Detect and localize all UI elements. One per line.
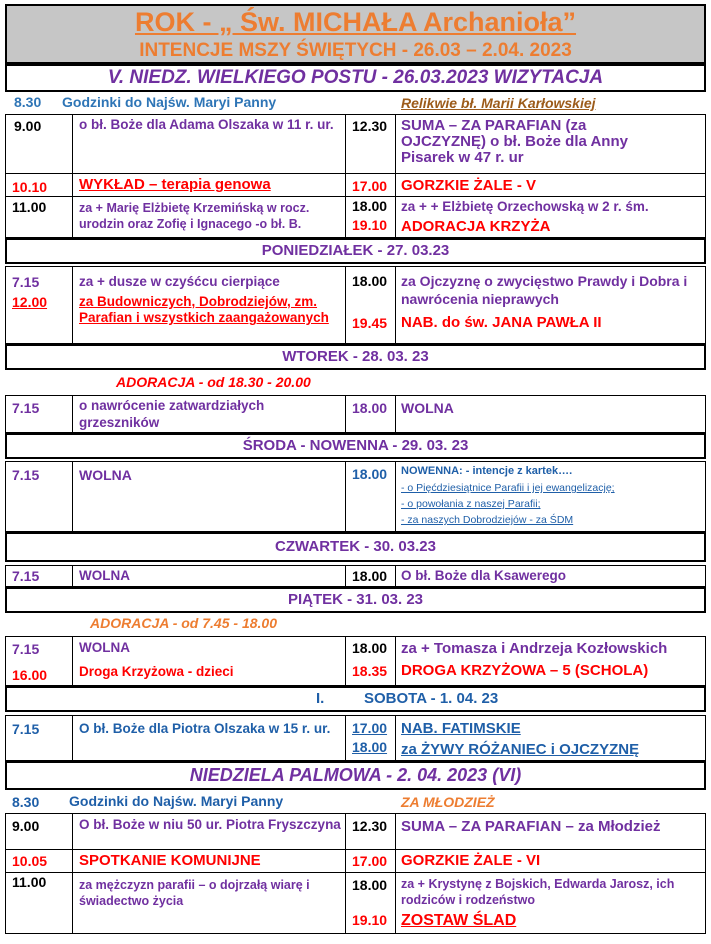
sunday1-1100-text: za + Marię Elżbietę Krzemińską w rocz. urodzin oraz Zofię i Ignacego -o bł. B.: [79, 201, 310, 231]
sunday1-1700-time: 17.00: [352, 178, 388, 194]
sunday1-900-text: o bł. Boże dla Adama Olszaka w 11 r. ur.: [79, 117, 334, 132]
thursday-1800-text: O bł. Boże dla Ksawerego: [401, 568, 567, 583]
sunday2-1700-time: 17.00: [352, 853, 388, 869]
thursday-title: CZWARTEK - 30. 03.23: [275, 538, 436, 555]
saturday-715-time: 7.15: [12, 721, 40, 737]
saturday-1700-text: NAB. FATIMSKIE: [401, 720, 521, 737]
friday-title: PIĄTEK - 31. 03. 23: [287, 591, 424, 608]
tuesday-adoration-note: ADORACJA - od 18.30 - 20.00: [116, 374, 311, 390]
sunday2-900-time: 9.00: [12, 818, 40, 834]
sunday1-1800-text: za + + Elżbietę Orzechowską w 2 r. śm.: [401, 199, 649, 214]
sunday1-title: V. NIEDZ. WIELKIEGO POSTU - 26.03.2023 WIZYTACJA: [107, 67, 604, 88]
monday-715-text: za + dusze w czyśćcu cierpiące: [79, 274, 280, 289]
sunday1-relics: Relikwie bł. Marii Karłowskiej: [401, 95, 596, 111]
sunday2-1005-text: SPOTKANIE KOMUNIJNE: [79, 852, 261, 869]
friday-715-time: 7.15: [12, 641, 40, 657]
sunday1-1700-text: GORZKIE ŻALE - V: [401, 177, 536, 194]
thursday-1800-time: 18.00: [352, 568, 388, 584]
tuesday-title: WTOREK - 28. 03. 23: [282, 348, 429, 365]
monday-1800-text: za Ojczyznę o zwycięstwo Prawdy i Dobra i nawrócenia nieprawych: [401, 273, 688, 307]
sunday1-1800-time: 18.00: [352, 198, 388, 214]
thursday-715-time: 7.15: [12, 568, 40, 584]
sunday2-1800-time: 18.00: [352, 877, 388, 893]
sunday1-1910-text: ADORACJA KRZYŻA: [401, 218, 551, 235]
sunday2-title: NIEDZIELA PALMOWA - 2. 04. 2023 (VI): [189, 765, 522, 785]
sunday1-900-time: 9.00: [14, 118, 42, 134]
tuesday-715-text: o nawrócenie zatwardziałych grzeszników: [79, 398, 265, 430]
sunday1-1230-time: 12.30: [352, 118, 388, 134]
sunday2-830-time: 8.30: [12, 794, 40, 810]
friday-715-text: WOLNA: [79, 640, 130, 655]
sunday1-1010-time: 10.10: [12, 179, 48, 195]
sunday1-830-text: Godzinki do Najśw. Maryi Panny: [62, 94, 277, 110]
friday-1800-time: 18.00: [352, 640, 388, 656]
sunday2-youth: ZA MŁODZIEŻ: [401, 794, 495, 810]
wednesday-title: ŚRODA - NOWENNA - 29. 03. 23: [242, 437, 469, 454]
wednesday-1800-time: 18.00: [352, 466, 388, 482]
sunday2-1005-time: 10.05: [12, 853, 48, 869]
sunday2-830-text: Godzinki do Najśw. Maryi Panny: [69, 793, 284, 809]
sunday2-1100-time: 11.00: [12, 874, 47, 890]
monday-1200-time: 12.00: [12, 294, 48, 310]
saturday-1700-time: 17.00: [352, 720, 388, 736]
friday-1835-time: 18.35: [352, 663, 388, 679]
sunday1-1910-time: 19.10: [352, 217, 388, 233]
tuesday-1800-text: WOLNA: [401, 400, 454, 416]
wednesday-novena-item-1: - o Pięćdziesiątnice Parafii i jej ewangelizację;: [401, 482, 615, 494]
tuesday-1800-time: 18.00: [352, 400, 388, 416]
monday-1800-time: 18.00: [352, 273, 388, 289]
wednesday-novena-item-3: - za naszych Dobrodziejów - za ŚDM: [401, 514, 574, 526]
friday-1600-time: 16.00: [12, 667, 48, 683]
saturday-title: SOBOTA - 1. 04. 23: [364, 690, 499, 707]
sunday2-1700-text: GORZKIE ŻALE - VI: [401, 852, 541, 869]
monday-title: PONIEDZIAŁEK - 27. 03.23: [261, 242, 450, 259]
sunday2-1910-text: ZOSTAW ŚLAD: [401, 912, 517, 929]
monday-1945-time: 19.45: [352, 315, 388, 331]
saturday-title-number: I.: [316, 690, 325, 707]
sunday2-900-text: O bł. Boże w niu 50 ur. Piotra Fryszczyna: [79, 817, 341, 832]
sunday1-830-time: 8.30: [14, 94, 42, 110]
sunday2-1910-time: 19.10: [352, 912, 388, 928]
wednesday-novena-header: NOWENNA: - intencje z kartek….: [401, 465, 573, 477]
page-subtitle: INTENCJE MSZY ŚWIĘTYCH - 26.03 – 2.04. 2023: [139, 40, 572, 61]
sunday2-1230-time: 12.30: [352, 818, 388, 834]
sunday1-1230-text: SUMA – ZA PARAFIAN (za OJCZYZNĘ) o bł. Boże dla Anny Pisarek w 47 r. ur: [401, 117, 628, 167]
sunday2-1800-text: za + Krystynę z Bojskich, Edwarda Jarosz, ich rodziców i rodzeństwo: [401, 877, 675, 908]
monday-715-time: 7.15: [12, 274, 40, 290]
sunday2-1100-text: za mężczyzn parafii – o dojrzałą wiarę i świadectwo życia: [79, 878, 310, 909]
friday-1600-text: Droga Krzyżowa - dzieci: [79, 664, 234, 679]
saturday-1800-text: za ŻYWY RÓŻANIEC i OJCZYZNĘ: [401, 741, 640, 758]
monday-1945-text: NAB. do św. JANA PAWŁA II: [401, 314, 602, 331]
friday-1835-text: DROGA KRZYŻOWA – 5 (SCHOLA): [401, 662, 649, 679]
page-title: ROK - „ Św. MICHAŁA Archanioła”: [134, 7, 577, 37]
wednesday-715-time: 7.15: [12, 467, 40, 483]
sunday1-1010-text: WYKŁAD – terapia genowa: [79, 176, 271, 193]
saturday-715-text: O bł. Boże dla Piotra Olszaka w 15 r. ur.: [79, 721, 331, 736]
monday-1200-text: za Budowniczych, Dobrodziejów, zm. Parafian i wszystkich zaangażowanych: [79, 294, 329, 326]
thursday-715-text: WOLNA: [79, 568, 130, 583]
friday-1800-text: za + Tomasza i Andrzeja Kozłowskich: [401, 640, 668, 657]
wednesday-715-text: WOLNA: [79, 467, 132, 483]
saturday-1800-time: 18.00: [352, 739, 388, 755]
wednesday-novena-item-2: - o powołania z naszej Parafii;: [401, 498, 541, 510]
friday-adoration-note: ADORACJA - od 7.45 - 18.00: [90, 615, 277, 631]
sunday2-1230-text: SUMA – ZA PARAFIAN – za Młodzież: [401, 818, 661, 835]
tuesday-715-time: 7.15: [12, 400, 40, 416]
saturday-title-bar: [5, 686, 706, 712]
sunday1-1100-time: 11.00: [12, 199, 47, 215]
